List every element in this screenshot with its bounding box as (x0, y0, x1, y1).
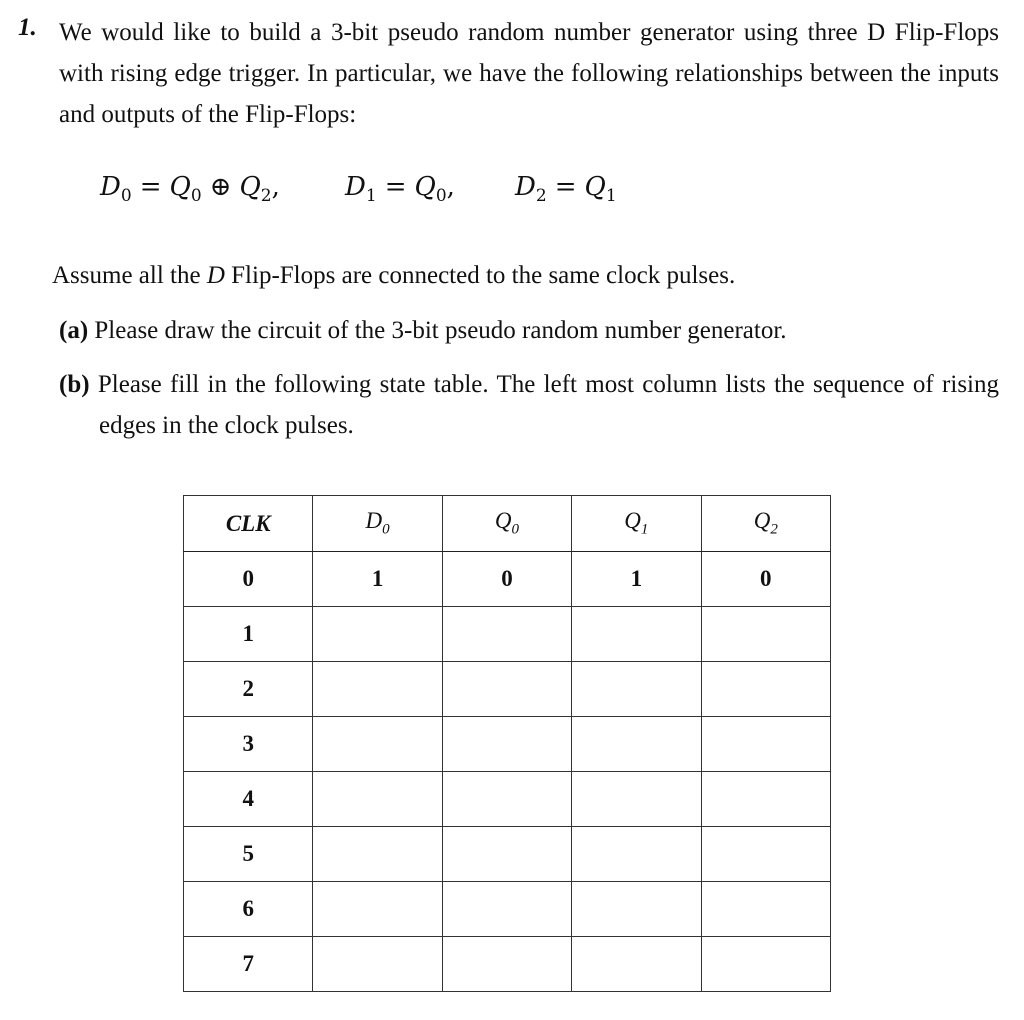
eq-d1-equals: = (384, 172, 407, 202)
equation-d2 (515, 172, 617, 206)
eq-d1-lhs-sub: 1 (365, 186, 377, 207)
equation-d1 (345, 172, 455, 206)
eq-d1-rhs-sub: 0 (435, 186, 447, 207)
eq-d1-comma: , (446, 172, 455, 202)
part-b-label: (b) (59, 371, 90, 398)
eq-d0-equals: = (139, 172, 162, 202)
cell-q1[interactable] (572, 662, 701, 717)
header-clk: CLK (184, 496, 313, 552)
cell-q2[interactable] (701, 607, 830, 662)
part-b-text: Please fill in the following state table. The left most column lists the sequence of rising edges in the clock pulses. (89, 371, 999, 439)
eq-d0-extra-sub: 2 (260, 186, 272, 207)
table-row (184, 882, 831, 937)
equation-d0 (100, 172, 280, 206)
cell-q0[interactable] (442, 827, 571, 882)
eq-d0-rhs: Q (169, 172, 191, 202)
cell-d0[interactable] (313, 827, 442, 882)
cell-q1[interactable] (572, 717, 701, 772)
assumption-emph: D (206, 262, 225, 289)
header-q2: $Q_2$ (701, 496, 830, 552)
cell-q1[interactable] (572, 882, 701, 937)
cell-q1[interactable] (572, 772, 701, 827)
table-row (184, 662, 831, 717)
eq-d2-rhs: Q (584, 172, 606, 202)
cell-clk: 1 (184, 607, 313, 662)
state-table-header (184, 496, 831, 552)
header-q0: $Q_0$ (442, 496, 571, 552)
cell-q2[interactable] (701, 662, 830, 717)
table-row (184, 607, 831, 662)
eq-d0-xor: ⊕ (209, 172, 232, 202)
header-q1: $Q_1$ (572, 496, 701, 552)
cell-d0[interactable] (313, 882, 442, 937)
cell-d0[interactable] (313, 717, 442, 772)
header-d0: $D_0$ (313, 496, 442, 552)
eq-d2-lhs: D (515, 172, 536, 202)
equations (0, 166, 1024, 214)
question-number: 1. (18, 14, 37, 41)
question-prompt: We would like to build a 3-bit pseudo random number generator using three D Flip-Flops with rising edge trigger. In particular, we have the following relationships between the inputs and outputs of the Flip-Flops: (59, 19, 999, 128)
cell-q0[interactable] (442, 607, 571, 662)
assumption-before: Assume all the (52, 262, 207, 289)
eq-d1-lhs: D (345, 172, 366, 202)
part-b (59, 364, 999, 446)
cell-clk: 2 (184, 662, 313, 717)
eq-d0-extra: Q (239, 172, 261, 202)
table-row (184, 937, 831, 992)
cell-q1[interactable] (572, 937, 701, 992)
cell-q2[interactable] (701, 937, 830, 992)
assumption-after: Flip-Flops are connected to the same clock pulses. (224, 262, 736, 289)
cell-clk: 0 (184, 552, 313, 607)
table-row (184, 552, 831, 607)
eq-d0-lhs: D (100, 172, 121, 202)
part-a (59, 310, 787, 351)
part-a-text: Please draw the circuit of the 3-bit pseudo random number generator. (88, 317, 787, 344)
table-row (184, 772, 831, 827)
eq-d0-comma: , (271, 172, 280, 202)
cell-d0[interactable]: 1 (313, 552, 442, 607)
state-table (183, 495, 831, 992)
cell-q1[interactable] (572, 607, 701, 662)
cell-clk: 3 (184, 717, 313, 772)
cell-q2[interactable] (701, 717, 830, 772)
table-row (184, 827, 831, 882)
cell-q1[interactable] (572, 827, 701, 882)
cell-q2[interactable]: 0 (701, 552, 830, 607)
cell-q2[interactable] (701, 772, 830, 827)
cell-q0[interactable]: 0 (442, 552, 571, 607)
eq-d2-equals: = (554, 172, 577, 202)
cell-q2[interactable] (701, 882, 830, 937)
eq-d1-rhs: Q (414, 172, 436, 202)
eq-d2-rhs-sub: 1 (605, 186, 617, 207)
cell-q0[interactable] (442, 937, 571, 992)
cell-q2[interactable] (701, 827, 830, 882)
cell-q0[interactable] (442, 662, 571, 717)
cell-q0[interactable] (442, 772, 571, 827)
cell-clk: 5 (184, 827, 313, 882)
cell-q0[interactable] (442, 882, 571, 937)
eq-d0-rhs-sub: 0 (190, 186, 202, 207)
cell-d0[interactable] (313, 772, 442, 827)
cell-q1[interactable]: 1 (572, 552, 701, 607)
cell-clk: 6 (184, 882, 313, 937)
eq-d0-lhs-sub: 0 (120, 186, 132, 207)
cell-d0[interactable] (313, 662, 442, 717)
part-a-label: (a) (59, 317, 89, 344)
cell-d0[interactable] (313, 937, 442, 992)
assumption-text (52, 255, 735, 296)
cell-q0[interactable] (442, 717, 571, 772)
cell-d0[interactable] (313, 607, 442, 662)
cell-clk: 7 (184, 937, 313, 992)
table-row (184, 717, 831, 772)
cell-clk: 4 (184, 772, 313, 827)
eq-d2-lhs-sub: 2 (535, 186, 547, 207)
